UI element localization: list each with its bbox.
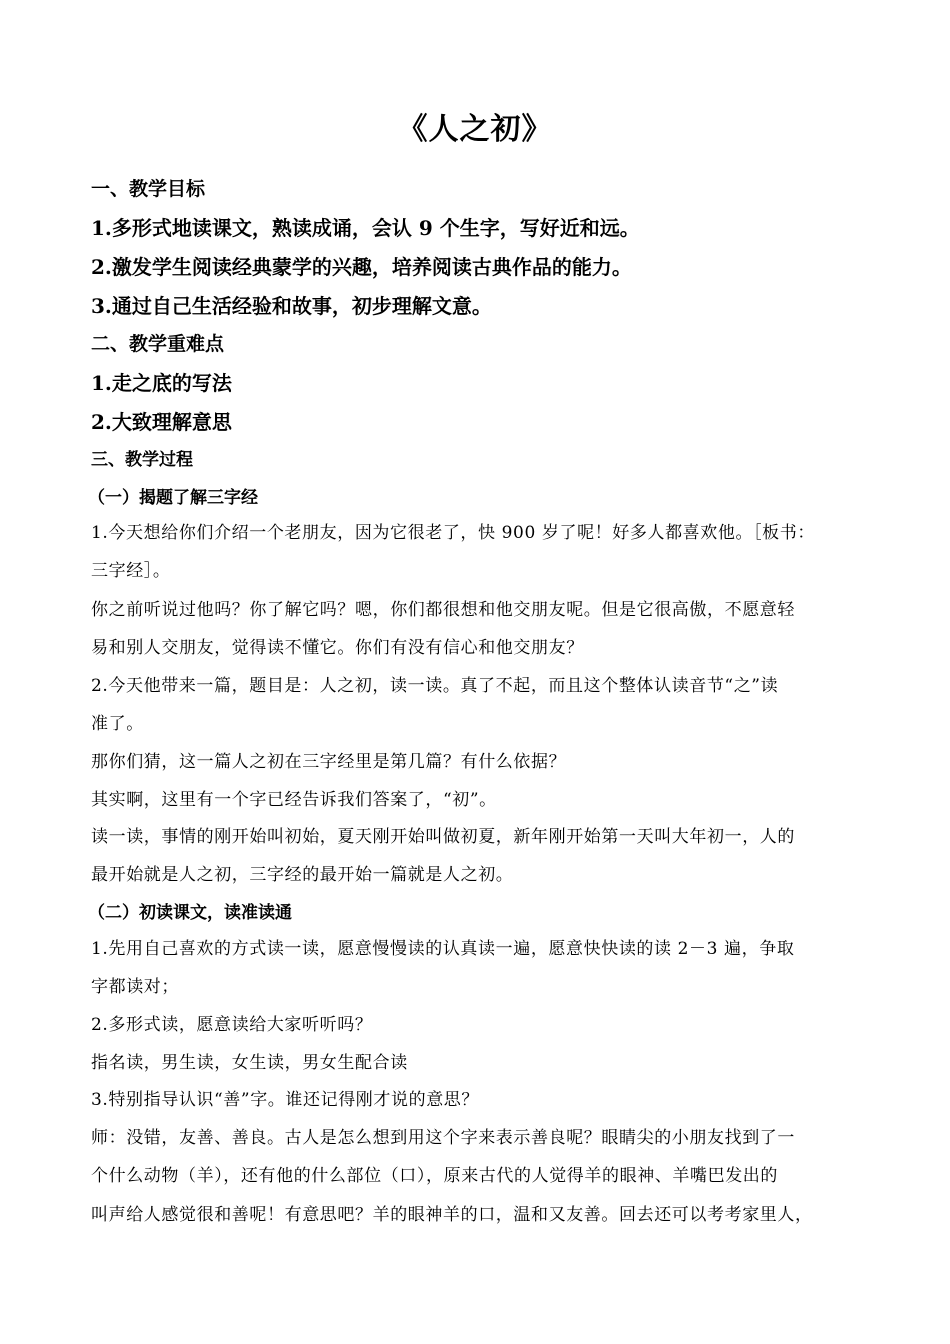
section-heading-key-points: 二、教学重难点 bbox=[91, 333, 225, 355]
subsection-heading-first-reading: （二）初读课文，读准读通 bbox=[88, 903, 292, 923]
paragraph-line: 字都读对； bbox=[91, 977, 179, 997]
paragraph-line: 最开始就是人之初，三字经的最开始一篇就是人之初。 bbox=[91, 865, 514, 885]
goal-item: 2.激发学生阅读经典蒙学的兴趣，培养阅读古典作品的能力。 bbox=[91, 255, 632, 279]
paragraph-line: 三字经］。 bbox=[91, 561, 171, 581]
key-point-item: 1.走之底的写法 bbox=[91, 371, 232, 395]
paragraph-line: 读一读，事情的刚开始叫初始，夏天刚开始叫做初夏，新年刚开始第一天叫大年初一，人的 bbox=[91, 827, 795, 847]
paragraph-line: 2.多形式读，愿意读给大家听听吗？ bbox=[91, 1015, 373, 1035]
paragraph-line: 指名读，男生读，女生读，男女生配合读 bbox=[91, 1053, 408, 1073]
paragraph-line: 师：没错，友善、善良。古人是怎么想到用这个字来表示善良呢？眼睛尖的小朋友找到了一 bbox=[91, 1128, 795, 1148]
document-title: 《人之初》 bbox=[397, 112, 553, 147]
paragraph-line: 你之前听说过他吗？你了解它吗？嗯，你们都很想和他交朋友呢。但是它很高傲，不愿意轻 bbox=[91, 600, 795, 620]
section-heading-process: 三、教学过程 bbox=[91, 450, 193, 470]
paragraph-line: 其实啊，这里有一个字已经告诉我们答案了，“初”。 bbox=[91, 790, 497, 810]
goal-item: 3.通过自己生活经验和故事，初步理解文意。 bbox=[91, 294, 492, 318]
paragraph-line: 叫声给人感觉很和善呢！有意思吧？羊的眼神羊的口，温和又友善。回去还可以考考家里人， bbox=[91, 1205, 813, 1225]
goal-item: 1.多形式地读课文，熟读成诵，会认 9 个生字，写好近和远。 bbox=[91, 216, 640, 240]
paragraph-line: 1.先用自己喜欢的方式读一读，愿意慢慢读的认真读一遍，愿意快快读的读 2－3 遍，争取 bbox=[91, 939, 795, 959]
paragraph-line: 个什么动物（羊），还有他的什么部位（口），原来古代的人觉得羊的眼神、羊嘴巴发出的 bbox=[91, 1166, 778, 1186]
subsection-heading-intro: （一）揭题了解三字经 bbox=[88, 488, 258, 508]
key-point-item: 2.大致理解意思 bbox=[91, 410, 232, 434]
section-heading-goals: 一、教学目标 bbox=[91, 178, 206, 200]
paragraph-line: 易和别人交朋友，觉得读不懂它。你们有没有信心和他交朋友？ bbox=[91, 638, 584, 658]
paragraph-line: 那你们猜，这一篇人之初在三字经里是第几篇？有什么依据？ bbox=[91, 752, 567, 772]
paragraph-line: 3.特别指导认识“善”字。谁还记得刚才说的意思？ bbox=[91, 1090, 480, 1110]
paragraph-line: 准了。 bbox=[91, 714, 144, 734]
paragraph-line: 1.今天想给你们介绍一个老朋友，因为它很老了，快 900 岁了呢！好多人都喜欢他。［板书： bbox=[91, 523, 815, 543]
paragraph-line: 2.今天他带来一篇，题目是：人之初，读一读。真了不起，而且这个整体认读音节“之”读 bbox=[91, 676, 779, 696]
